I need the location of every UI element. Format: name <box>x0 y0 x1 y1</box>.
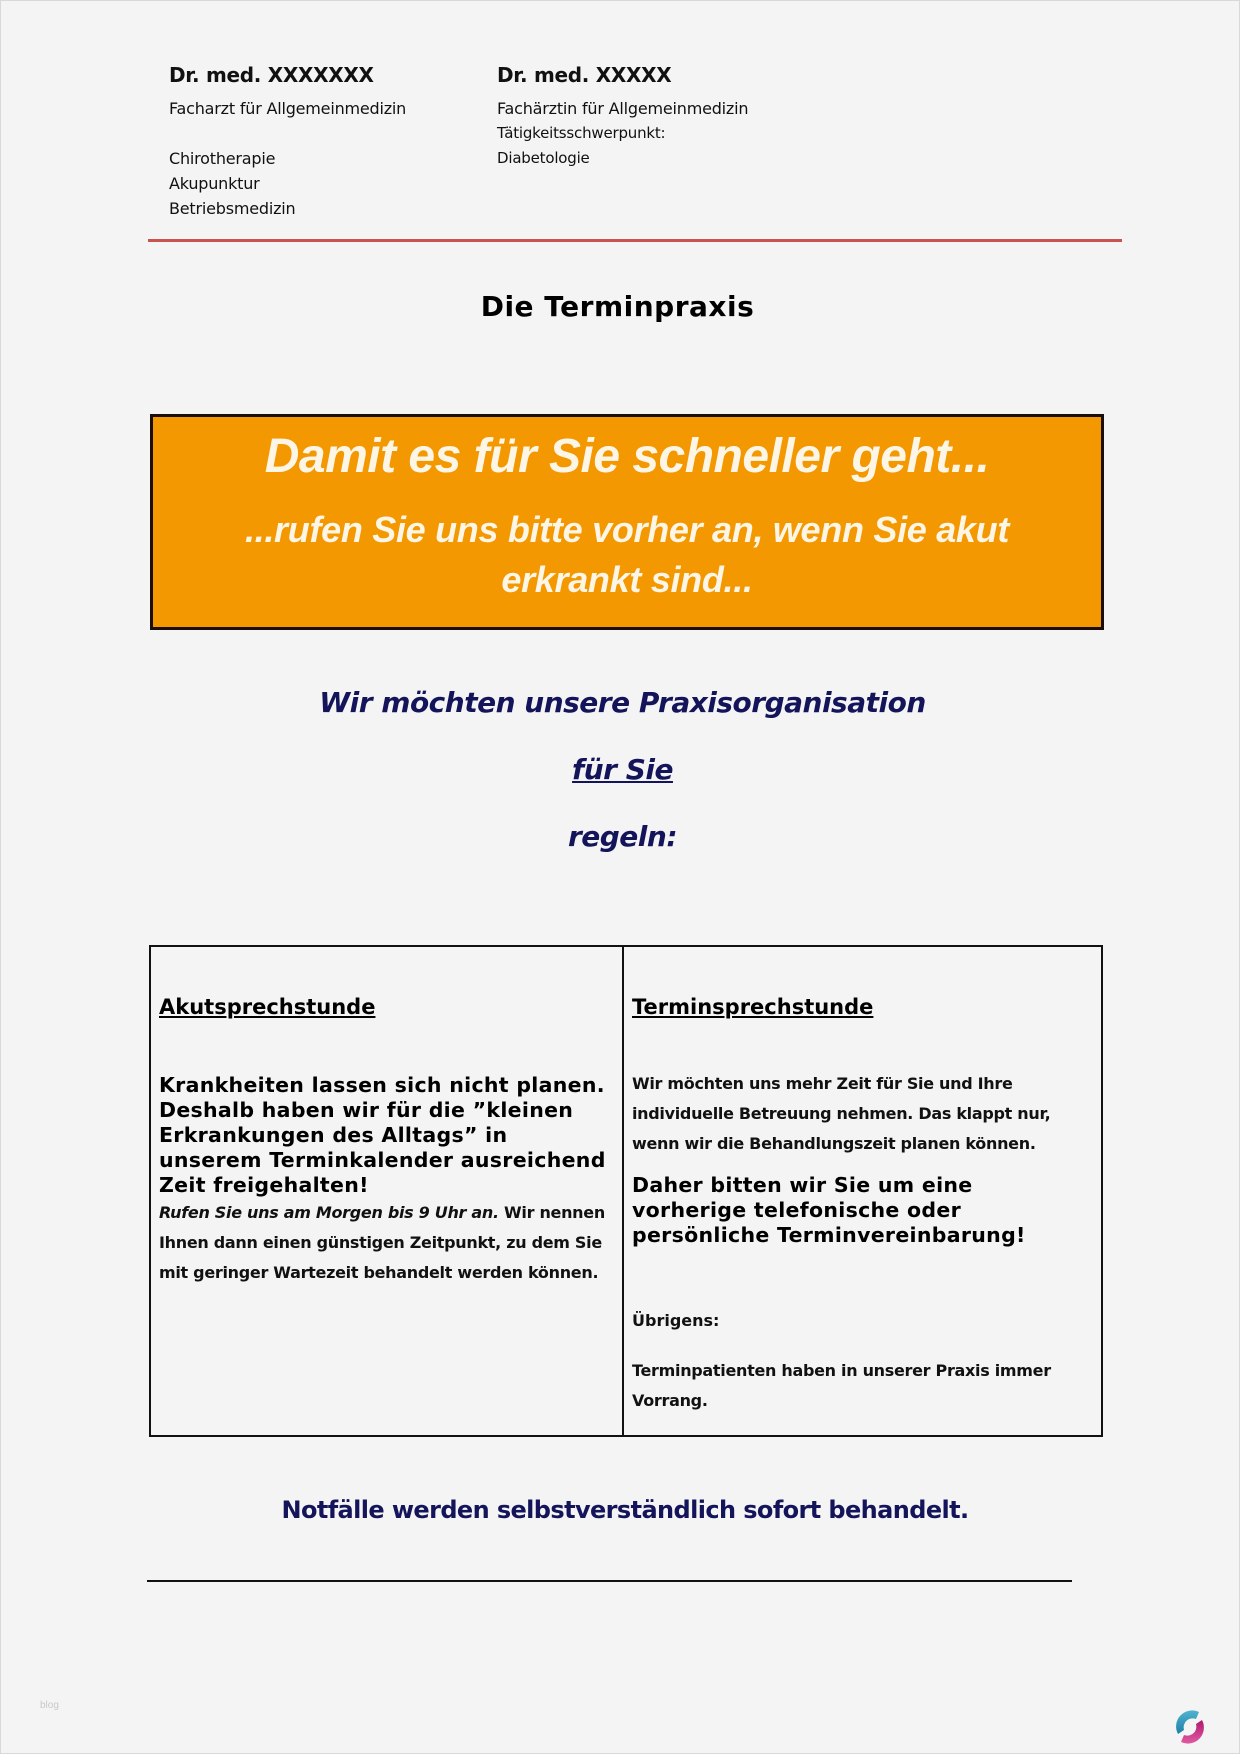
focus-value: Diabetologie <box>497 149 590 167</box>
footer-divider <box>147 1580 1072 1582</box>
intro-line-2: für Sie <box>572 753 673 786</box>
promo-subline: ...rufen Sie uns bitte vorher an, wenn Sie akut erkrankt sind... <box>244 509 1010 600</box>
brand-logo-icon <box>1169 1706 1211 1748</box>
intro-line-3: regeln: <box>567 820 678 853</box>
note-text: Terminpatienten haben in unserer Praxis immer Vorrang. <box>632 1361 1051 1410</box>
specialty-item: Chirotherapie <box>169 149 276 168</box>
doctor-title: Fachärztin für Allgemeinmedizin <box>497 99 749 118</box>
consultation-table <box>149 945 1103 1437</box>
header-divider <box>148 239 1122 242</box>
acute-body <box>159 1198 614 1288</box>
acute-consultation-cell <box>151 947 624 1435</box>
promo-headline: Damit es für Sie schneller geht... <box>264 430 990 483</box>
appointment-consultation-cell <box>624 947 1101 1435</box>
specialty-item: Betriebsmedizin <box>169 199 296 218</box>
doctor-column-2 <box>497 60 748 171</box>
promo-banner <box>150 414 1104 630</box>
doctor-title: Facharzt für Allgemeinmedizin <box>169 99 407 118</box>
acute-heading: Akutsprechstunde <box>159 995 376 1019</box>
appointment-bold-text: Daher bitten wir Sie um eine vorherige telefonische oder persönliche Terminvereinbarung! <box>632 1173 1026 1247</box>
acute-call-instruction: Rufen Sie uns am Morgen bis 9 Uhr an. <box>159 1203 499 1222</box>
acute-bold-text: Krankheiten lassen sich nicht planen. Deshalb haben wir für die ”kleinen Erkrankungen des Alltags” in unserem Terminkalender ausreichend Zeit freigehalten! <box>159 1073 606 1197</box>
page-title: Die Terminpraxis <box>480 290 755 323</box>
appointment-body-text: Wir möchten uns mehr Zeit für Sie und Ihre individuelle Betreuung nehmen. Das klappt nur, wenn wir die Behandlungszeit planen können. <box>632 1074 1051 1153</box>
emergency-note: Notfälle werden selbstverständlich sofort behandelt. <box>281 1496 969 1524</box>
appointment-heading: Terminsprechstunde <box>632 995 874 1019</box>
focus-label: Tätigkeitsschwerpunkt: <box>497 124 666 142</box>
doctor-column-1 <box>169 60 406 221</box>
note-label: Übrigens: <box>632 1311 720 1330</box>
intro-line-1: Wir möchten unsere Praxisorganisation <box>319 686 926 719</box>
watermark-text: blog <box>40 1700 59 1711</box>
specialty-item: Akupunktur <box>169 174 260 193</box>
doctor-name: Dr. med. XXXXXXX <box>169 63 374 87</box>
acute-body-text: Wir nennen Ihnen dann einen günstigen Zeitpunkt, zu dem Sie mit geringer Wartezeit behandelt werden können. <box>159 1203 605 1282</box>
doctor-name: Dr. med. XXXXX <box>497 63 672 87</box>
